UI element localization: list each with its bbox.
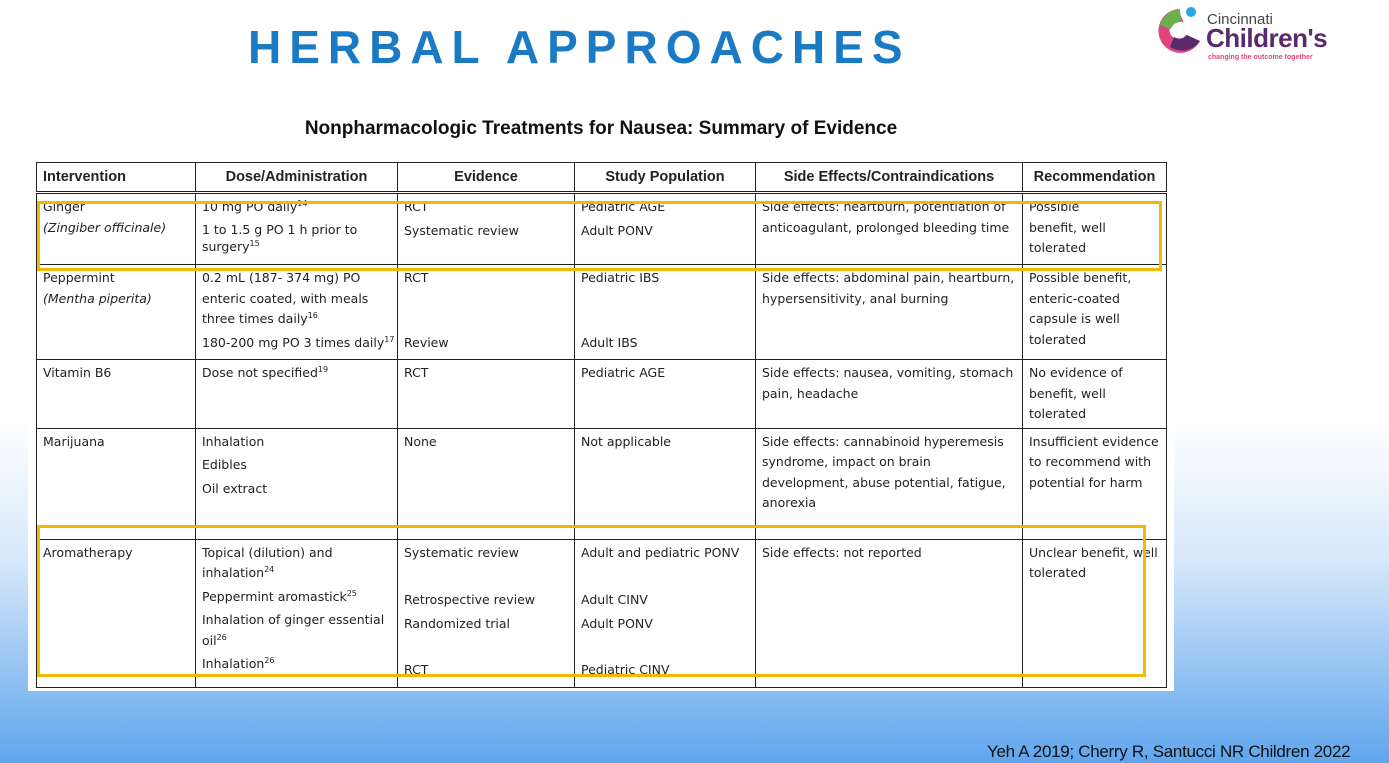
dose-text: Inhalation of ginger essential oil [202, 612, 385, 648]
table-row [37, 428, 1167, 539]
recommendation-cell: Unclear benefit, well tolerated [1023, 539, 1167, 687]
table-row [37, 360, 1167, 429]
dose-text: Peppermint aromastick [202, 588, 347, 604]
evidence-item: RCT [404, 199, 429, 214]
side-effects-cell: Side effects: nausea, vomiting, stomach pain, headache [756, 360, 1023, 429]
population-item: Adult CINV [581, 592, 648, 607]
evidence-item: Retrospective review [404, 592, 536, 607]
intervention-cell [37, 265, 196, 360]
logo-mark-icon [1150, 3, 1206, 63]
dose-text: Edibles [202, 457, 247, 472]
intervention-name: Aromatherapy [43, 544, 133, 560]
evidence-item: RCT [404, 365, 429, 380]
dose-ref: 25 [346, 588, 357, 598]
dose-cell [196, 360, 398, 429]
header-recommendation: Recommendation [1023, 163, 1167, 193]
cincinnati-childrens-logo [1150, 3, 1350, 65]
intervention-cell [37, 360, 196, 429]
dose-ref: 24 [264, 565, 275, 574]
dose-text: 10 mg PO daily [202, 199, 298, 214]
population-item: Pediatric IBS [581, 270, 660, 285]
population-item: Adult and pediatric PONV [581, 544, 740, 560]
recommendation-cell: Insufficient evidence to recommend with potential for harm [1023, 428, 1167, 539]
dose-text: 180-200 mg PO 3 times daily [202, 334, 385, 350]
recommendation-cell: No evidence of benefit, well tolerated [1023, 360, 1167, 429]
citation: Yeh A 2019; Cherry R, Santucci NR Children 2022 [987, 742, 1351, 761]
header-intervention: Intervention [37, 163, 196, 193]
header-evidence: Evidence [398, 163, 575, 193]
recommendation-cell: Possible benefit, enteric-coated capsule is well tolerated [1023, 265, 1167, 360]
table-header-row [37, 163, 1167, 193]
dose-ref: 26 [216, 632, 227, 642]
side-effects-cell: Side effects: cannabinoid hyperemesis syndrome, impact on brain development, abuse potential, fatigue, anorexia [756, 428, 1023, 539]
side-effects-cell: Side effects: abdominal pain, heartburn, hypersensitivity, anal burning [756, 265, 1023, 360]
header-side-effects: Side Effects/Contraindications [756, 163, 1023, 193]
dose-text: Dose not specified [202, 365, 318, 380]
population-item: Pediatric AGE [581, 365, 666, 380]
evidence-item: Review [404, 334, 449, 350]
population-cell [575, 428, 756, 539]
intervention-latin: (Mentha piperita) [43, 290, 152, 306]
dose-text: Topical (dilution) and inhalation [202, 544, 333, 580]
dose-cell [196, 265, 398, 360]
population-cell [575, 360, 756, 429]
table-title: Nonpharmacologic Treatments for Nausea: Summary of Evidence [304, 118, 898, 139]
population-cell [575, 265, 756, 360]
dose-ref: 19 [317, 365, 329, 374]
evidence-item: None [404, 433, 437, 449]
dose-ref: 17 [384, 334, 395, 344]
dose-cell [196, 428, 398, 539]
dose-text: Oil extract [202, 480, 268, 496]
intervention-name: Vitamin B6 [43, 365, 112, 380]
header-dose: Dose/Administration [196, 163, 398, 193]
dose-ref: 16 [307, 311, 318, 320]
evidence-cell [398, 360, 575, 429]
highlight-box-aromatherapy [37, 525, 1146, 677]
side-effects-cell: Side effects: not reported [756, 539, 1023, 687]
logo-text-cincinnati: Cincinnati [1207, 11, 1273, 28]
intervention-name: Peppermint [43, 270, 115, 285]
dose-text: Inhalation [202, 656, 265, 671]
dose-text: 1 to 1.5 g PO 1 h prior to surgery [202, 221, 358, 254]
highlight-box-ginger [37, 201, 1162, 271]
logo-tagline: changing the outcome together [1208, 54, 1313, 61]
evidence-item: Systematic review [404, 222, 519, 238]
intervention-latin: (Zingiber officinale) [43, 219, 167, 235]
side-effects-cell: Side effects: heartburn, potentiation of anticoagulant, prolonged bleeding time [756, 193, 1023, 265]
intervention-name: Marijuana [43, 433, 105, 449]
evidence-item: Randomized trial [404, 615, 511, 631]
dose-ref: 14 [297, 199, 308, 208]
dose-ref: 15 [249, 238, 260, 248]
intervention-cell [37, 428, 196, 539]
population-item: Adult PONV [581, 615, 653, 631]
table-row [37, 265, 1167, 360]
dose-ref: 26 [264, 656, 275, 665]
logo-text-childrens: Children's [1206, 23, 1328, 53]
population-item: Pediatric AGE [581, 199, 666, 214]
population-item: Not applicable [581, 433, 671, 449]
evidence-item: Systematic review [404, 544, 519, 560]
evidence-cell [398, 428, 575, 539]
evidence-cell [398, 265, 575, 360]
dose-text: Inhalation [202, 433, 265, 449]
recommendation-cell: Possible benefit, well tolerated [1023, 193, 1167, 265]
population-item: Adult IBS [581, 334, 638, 350]
intervention-name: Ginger [43, 199, 85, 214]
slide-title: HERBAL APPROACHES [248, 21, 911, 73]
evidence-item: RCT [404, 270, 429, 285]
population-item: Pediatric CINV [581, 662, 670, 677]
population-item: Adult PONV [581, 222, 653, 238]
dose-text: 0.2 mL (187- 374 mg) PO enteric coated, with meals three times daily [202, 270, 369, 326]
header-population: Study Population [575, 163, 756, 193]
evidence-item: RCT [404, 662, 429, 677]
